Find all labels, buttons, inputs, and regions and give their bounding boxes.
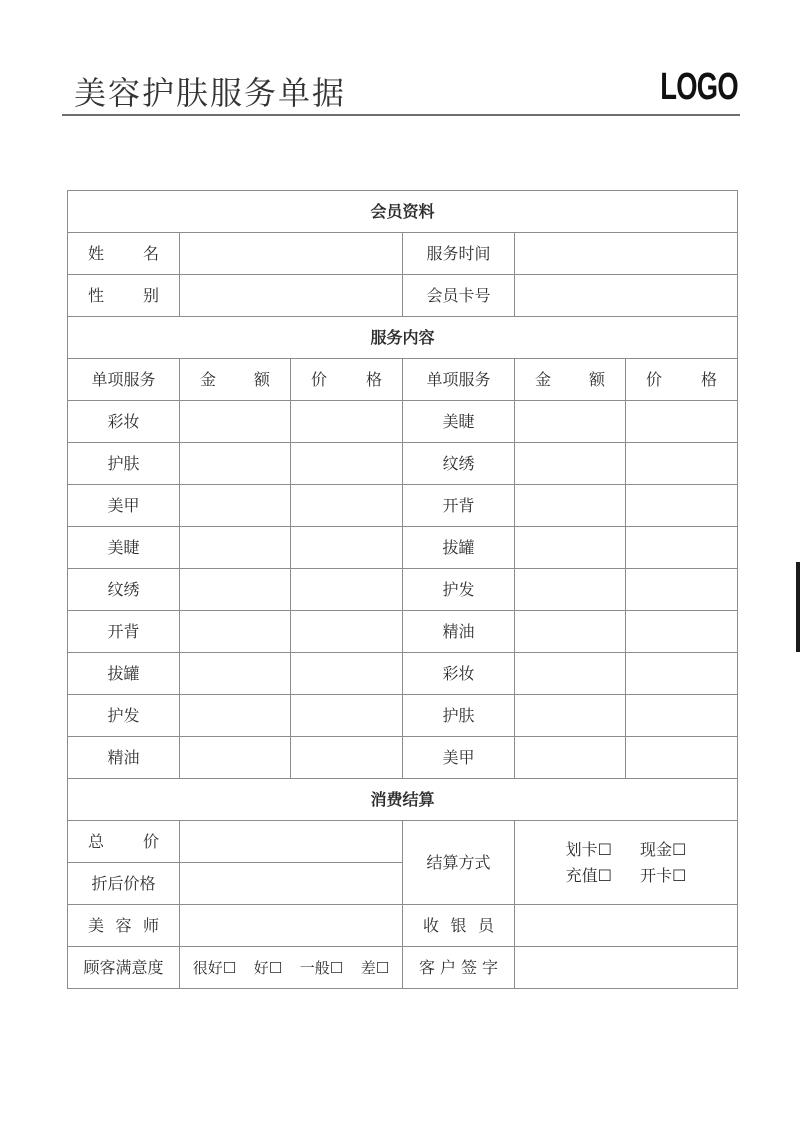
service-price-field[interactable] xyxy=(626,695,738,737)
service-item-row xyxy=(68,569,738,611)
total-label-char: 总 xyxy=(88,831,105,851)
service-item-name: 纹绣 xyxy=(68,569,180,611)
service-price-field[interactable] xyxy=(291,653,403,695)
settlement-section-title: 消费结算 xyxy=(68,779,738,821)
signature-label-char: 字 xyxy=(481,957,498,977)
service-amount-field[interactable] xyxy=(180,485,291,527)
service-amount-field[interactable] xyxy=(180,611,291,653)
service-price-field[interactable] xyxy=(291,527,403,569)
service-item-row xyxy=(68,611,738,653)
beautician-label xyxy=(68,905,180,947)
service-price-field[interactable] xyxy=(626,569,738,611)
payment-option-topup[interactable]: 充值☐ xyxy=(565,865,613,885)
service-item-row xyxy=(68,737,738,779)
name-field[interactable] xyxy=(180,233,403,275)
column-header-amount-char: 金 xyxy=(200,369,217,389)
service-item-rows xyxy=(68,401,738,779)
member-section-title: 会员资料 xyxy=(68,191,738,233)
column-header-item: 单项服务 xyxy=(68,359,180,401)
service-price-field[interactable] xyxy=(626,737,738,779)
service-item-name: 美甲 xyxy=(403,737,515,779)
service-amount-field[interactable] xyxy=(515,443,626,485)
member-gender-row xyxy=(68,275,738,317)
satisfaction-option-very-good[interactable]: 很好☐ xyxy=(192,958,237,977)
page-header xyxy=(62,58,740,116)
payment-method-options xyxy=(515,821,738,905)
service-item-name: 拔罐 xyxy=(403,527,515,569)
service-item-row xyxy=(68,653,738,695)
beautician-field[interactable] xyxy=(180,905,403,947)
service-amount-field[interactable] xyxy=(515,401,626,443)
service-price-field[interactable] xyxy=(291,401,403,443)
service-item-row xyxy=(68,443,738,485)
satisfaction-option-average[interactable]: 一般☐ xyxy=(299,958,344,977)
cashier-label-char: 收 xyxy=(423,915,440,935)
service-amount-field[interactable] xyxy=(515,695,626,737)
total-label-char: 价 xyxy=(142,831,159,851)
service-item-name: 纹绣 xyxy=(403,443,515,485)
signature-field[interactable] xyxy=(515,947,738,989)
service-item-name: 彩妆 xyxy=(403,653,515,695)
service-item-name: 护肤 xyxy=(403,695,515,737)
side-tab-marker xyxy=(796,562,800,652)
service-time-label: 服务时间 xyxy=(403,233,515,275)
name-label-char: 姓 xyxy=(88,243,105,263)
service-item-name: 护发 xyxy=(403,569,515,611)
beautician-label-char: 美 xyxy=(88,915,105,935)
beautician-label-char: 师 xyxy=(142,915,159,935)
column-header-amount xyxy=(515,359,626,401)
satisfaction-option-good[interactable]: 好☐ xyxy=(253,958,283,977)
service-amount-field[interactable] xyxy=(180,695,291,737)
service-section-title: 服务内容 xyxy=(68,317,738,359)
service-item-name: 精油 xyxy=(403,611,515,653)
column-header-amount xyxy=(180,359,291,401)
cashier-label-char: 银 xyxy=(450,915,467,935)
column-header-item: 单项服务 xyxy=(403,359,515,401)
satisfaction-label: 顾客满意度 xyxy=(68,947,180,989)
settlement-section-row xyxy=(68,779,738,821)
service-item-row xyxy=(68,527,738,569)
service-amount-field[interactable] xyxy=(180,401,291,443)
card-no-label: 会员卡号 xyxy=(403,275,515,317)
service-header-row xyxy=(68,359,738,401)
discount-price-label: 折后价格 xyxy=(68,863,180,905)
service-price-field[interactable] xyxy=(626,527,738,569)
column-header-amount-char: 额 xyxy=(588,369,605,389)
name-label xyxy=(68,233,180,275)
service-section-row xyxy=(68,317,738,359)
column-header-price-char: 价 xyxy=(311,369,328,389)
signature-label-char: 签 xyxy=(460,957,477,977)
service-price-field[interactable] xyxy=(626,443,738,485)
service-amount-field[interactable] xyxy=(515,569,626,611)
service-item-name: 开背 xyxy=(403,485,515,527)
service-price-field[interactable] xyxy=(626,401,738,443)
column-header-price-char: 价 xyxy=(646,369,663,389)
card-no-field[interactable] xyxy=(515,275,738,317)
signature-label-char: 户 xyxy=(439,957,456,977)
signature-label xyxy=(403,947,515,989)
signature-label-char: 客 xyxy=(419,957,436,977)
service-receipt-form xyxy=(67,190,738,989)
service-item-row xyxy=(68,695,738,737)
cashier-label xyxy=(403,905,515,947)
service-item-name: 护发 xyxy=(68,695,180,737)
service-amount-field[interactable] xyxy=(515,737,626,779)
service-item-name: 美睫 xyxy=(403,401,515,443)
service-price-field[interactable] xyxy=(291,695,403,737)
member-section-row xyxy=(68,191,738,233)
total-field[interactable] xyxy=(180,821,403,863)
service-item-name: 精油 xyxy=(68,737,180,779)
service-item-row xyxy=(68,485,738,527)
service-amount-field[interactable] xyxy=(180,527,291,569)
service-price-field[interactable] xyxy=(291,443,403,485)
service-price-field[interactable] xyxy=(291,485,403,527)
service-amount-field[interactable] xyxy=(180,653,291,695)
service-price-field[interactable] xyxy=(626,611,738,653)
gender-label xyxy=(68,275,180,317)
name-label-char: 名 xyxy=(142,243,159,263)
service-amount-field[interactable] xyxy=(515,653,626,695)
payment-option-open-card[interactable]: 开卡☐ xyxy=(640,865,687,885)
service-item-row xyxy=(68,401,738,443)
column-header-amount-char: 额 xyxy=(253,369,270,389)
service-item-name: 护肤 xyxy=(68,443,180,485)
satisfaction-option-poor[interactable]: 差☐ xyxy=(360,958,390,977)
page-title: 美容护肤服务单据 xyxy=(74,74,347,112)
beautician-label-char: 容 xyxy=(115,915,132,935)
column-header-price-char: 格 xyxy=(701,369,718,389)
column-header-amount-char: 金 xyxy=(535,369,552,389)
service-item-name: 拔罐 xyxy=(68,653,180,695)
service-item-name: 彩妆 xyxy=(68,401,180,443)
cashier-field[interactable] xyxy=(515,905,738,947)
logo: LOGO xyxy=(660,66,738,108)
service-price-field[interactable] xyxy=(291,737,403,779)
discount-price-field[interactable] xyxy=(180,863,403,905)
payment-option-card[interactable]: 划卡☐ xyxy=(565,840,613,860)
service-price-field[interactable] xyxy=(626,485,738,527)
service-price-field[interactable] xyxy=(626,653,738,695)
total-label xyxy=(68,821,180,863)
service-item-name: 美睫 xyxy=(68,527,180,569)
satisfaction-row xyxy=(68,947,738,989)
column-header-price xyxy=(626,359,738,401)
column-header-price-char: 格 xyxy=(365,369,382,389)
staff-row xyxy=(68,905,738,947)
service-amount-field[interactable] xyxy=(180,443,291,485)
service-amount-field[interactable] xyxy=(515,527,626,569)
service-price-field[interactable] xyxy=(291,611,403,653)
gender-label-char: 别 xyxy=(142,285,159,305)
service-amount-field[interactable] xyxy=(515,611,626,653)
service-price-field[interactable] xyxy=(291,569,403,611)
gender-field[interactable] xyxy=(180,275,403,317)
payment-method-label: 结算方式 xyxy=(403,821,515,905)
cashier-label-char: 员 xyxy=(477,915,494,935)
gender-label-char: 性 xyxy=(88,285,105,305)
service-time-field[interactable] xyxy=(515,233,738,275)
service-item-name: 美甲 xyxy=(68,485,180,527)
service-amount-field[interactable] xyxy=(180,737,291,779)
total-row xyxy=(68,821,738,863)
member-name-row xyxy=(68,233,738,275)
service-item-name: 开背 xyxy=(68,611,180,653)
service-amount-field[interactable] xyxy=(180,569,291,611)
satisfaction-options xyxy=(180,947,403,989)
payment-option-cash[interactable]: 现金☐ xyxy=(640,840,687,860)
column-header-price xyxy=(291,359,403,401)
service-amount-field[interactable] xyxy=(515,485,626,527)
